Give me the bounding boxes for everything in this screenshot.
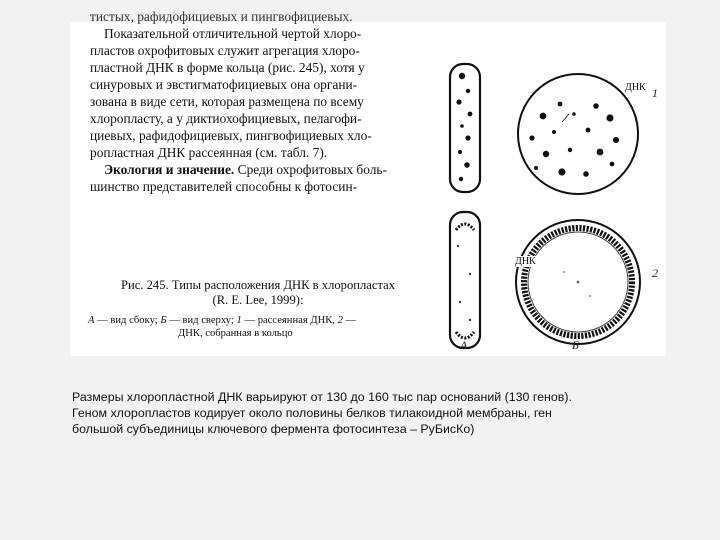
figure-caption — [88, 278, 428, 340]
legend-part: — вид сверху; — [166, 315, 237, 326]
book-line: ропластная ДНК рассеянная (см. табл. 7). — [90, 145, 328, 160]
book-line: зована в виде сети, которая размещена по всему — [90, 94, 364, 109]
legend-part: 2 — [337, 315, 343, 326]
side-view-ring-dna — [450, 212, 480, 348]
legend-part: — рассеянная ДНК, — [241, 315, 338, 326]
figure-number-2: 2 — [652, 266, 658, 280]
dna-label-top: ДНК — [625, 82, 646, 93]
legend-part: А — [88, 315, 95, 326]
book-line: синуровых и эвстигматофициевых она органи- — [90, 77, 358, 92]
legend-line-2: ДНК, собранная в кольцо — [178, 328, 293, 339]
figure-caption-source: (R. E. Lee, 1999): — [212, 293, 304, 307]
legend-part: Б — [160, 315, 167, 326]
slide-body-text — [72, 389, 672, 437]
legend-part: — вид сбоку; — [94, 315, 161, 326]
book-line: тистых, рафидофициевых и пингвофициевых. — [90, 9, 353, 24]
figure-view-b: Б — [572, 338, 580, 352]
book-text-block — [90, 8, 428, 195]
figure-number-1: 1 — [652, 86, 658, 100]
slide-text-line: Размеры хлоропластной ДНК варьируют от 130 до 160 тыс пар оснований (130 генов). — [72, 390, 572, 404]
book-line: Показательной отличительной чертой хлоро- — [104, 26, 362, 41]
legend-part: 1 — [236, 315, 242, 326]
slide-text-line: Геном хлоропластов кодирует около половины белков тилакоидной мембраны, ген — [72, 406, 552, 420]
slide-text-line: большой субъединицы ключевого фермента фотосинтеза – РуБисКо) — [72, 422, 475, 436]
chloroplast-dna-figure — [440, 34, 666, 356]
book-line: шинство представителей способны к фотосин- — [90, 179, 358, 194]
book-line: пластов охрофитовых служит агрегация хлоро- — [90, 43, 360, 58]
side-view-scattered-dna — [450, 64, 480, 192]
ecology-heading: Экология и значение. — [104, 162, 235, 177]
dna-label-bottom: ДНК — [515, 256, 536, 267]
scanned-textbook-page — [70, 9, 666, 356]
figure-legend — [88, 314, 428, 340]
top-view-scattered-dna — [518, 74, 638, 194]
book-line: хлоропласту, а у диктиохофициевых, пелагофи- — [90, 111, 362, 126]
book-line: Среди охрофитовых боль- — [237, 162, 387, 177]
book-line: пластной ДНК в форме кольца (рис. 245), хотя у — [90, 60, 365, 75]
book-line: циевых, рафидофициевых, пингвофициевых хло- — [90, 128, 372, 143]
legend-part: — — [342, 315, 357, 326]
ecology-paragraph — [90, 161, 428, 178]
top-view-ring-dna — [516, 220, 640, 344]
figure-caption-title: Рис. 245. Типы расположения ДНК в хлоропластах — [121, 278, 395, 292]
figure-view-a: А — [460, 338, 468, 352]
